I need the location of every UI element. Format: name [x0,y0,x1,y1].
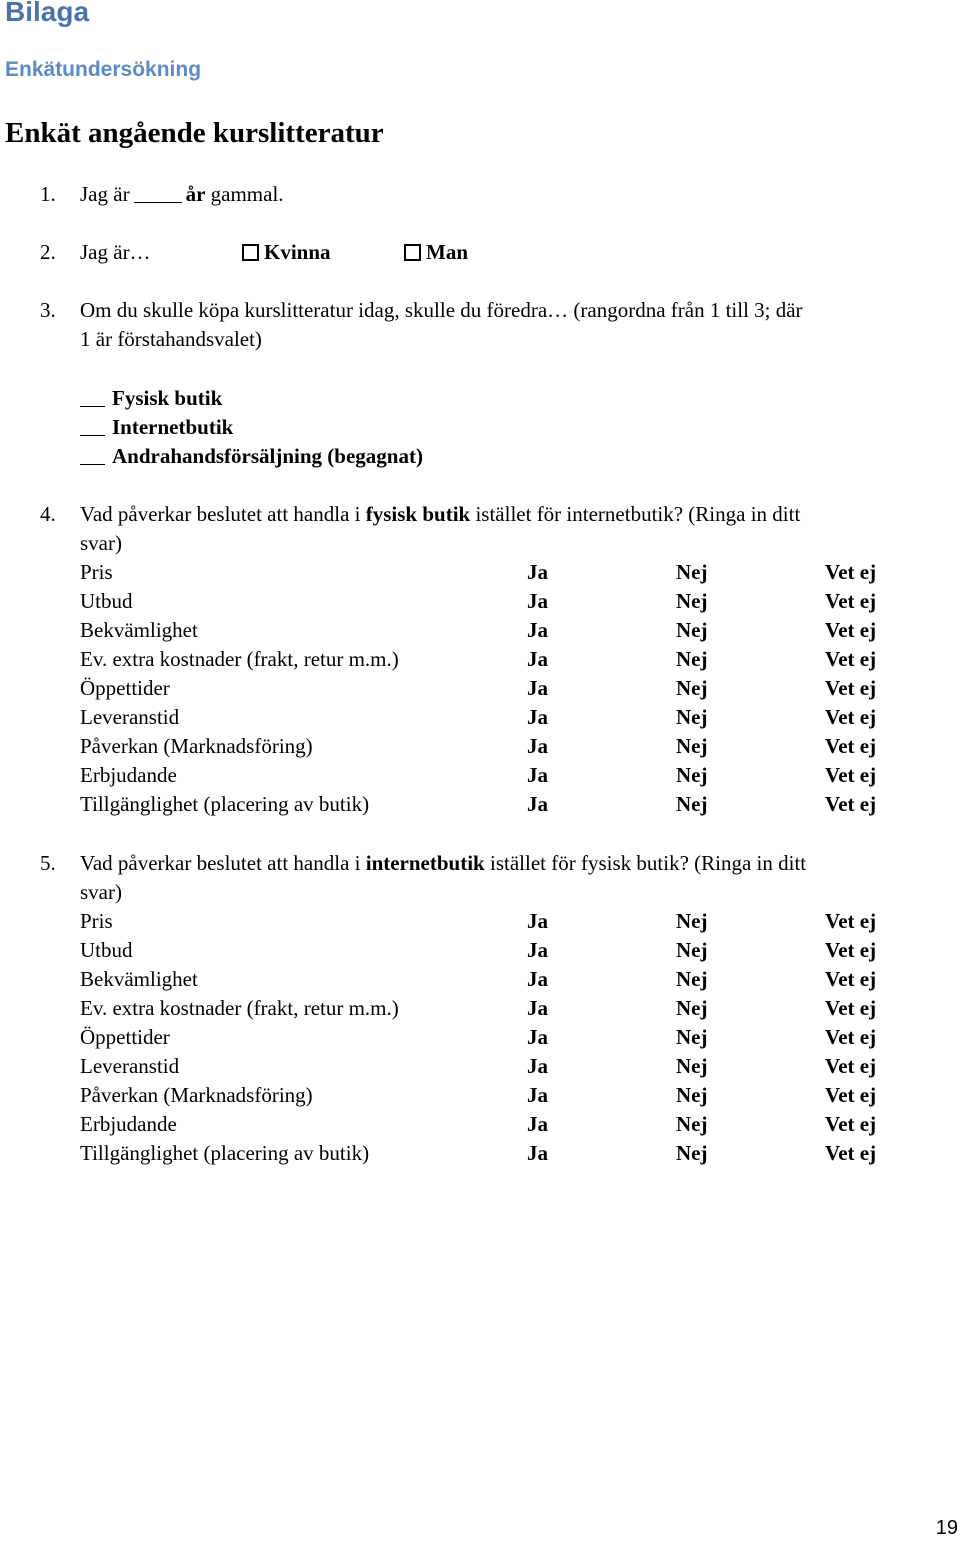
option-vet-ej[interactable]: Vet ej [825,909,877,933]
question-4-number: 4. [40,502,56,526]
option-vet-ej[interactable]: Vet ej [825,1083,877,1107]
question-1-unit: år [185,182,206,206]
gender-option-male[interactable] [404,238,468,267]
option-ja[interactable]: Ja [527,618,548,642]
option-vet-ej[interactable]: Vet ej [825,1025,877,1049]
option-vet-ej[interactable]: Vet ej [825,996,877,1020]
option-ja[interactable]: Ja [527,1025,548,1049]
option-vet-ej[interactable]: Vet ej [825,647,877,671]
rank-item-label: Fysisk butik [112,386,223,410]
option-ja[interactable]: Ja [527,967,548,991]
factor-label: Påverkan (Marknadsföring) [80,734,313,758]
option-ja[interactable]: Ja [527,676,548,700]
question-4-pre: Vad påverkar beslutet att handla i [80,502,361,526]
option-ja[interactable]: Ja [527,909,548,933]
factor-label: Utbud [80,589,133,613]
option-nej[interactable]: Nej [676,589,708,613]
option-ja[interactable]: Ja [527,763,548,787]
question-2-number: 2. [40,240,56,264]
question-1-post: gammal. [210,182,284,206]
option-nej[interactable]: Nej [676,967,708,991]
question-5-line-2: svar) [80,880,122,904]
question-4-emphasis: fysisk butik [365,502,471,526]
survey-title: Enkät angående kurslitteratur [5,117,384,149]
option-vet-ej[interactable]: Vet ej [825,705,877,729]
age-blank[interactable] [134,183,182,203]
option-vet-ej[interactable]: Vet ej [825,1112,877,1136]
option-vet-ej[interactable]: Vet ej [825,676,877,700]
option-ja[interactable]: Ja [527,1112,548,1136]
option-nej[interactable]: Nej [676,676,708,700]
option-vet-ej[interactable]: Vet ej [825,589,877,613]
option-nej[interactable]: Nej [676,1054,708,1078]
question-3-line-2: 1 är förstahandsvalet) [80,327,262,351]
option-nej[interactable]: Nej [676,996,708,1020]
question-1-number: 1. [40,182,56,206]
question-5-factor-row [80,1139,960,1168]
factor-label: Leveranstid [80,1054,180,1078]
factor-label: Tillgänglighet (placering av butik) [80,792,370,816]
option-vet-ej[interactable]: Vet ej [825,763,877,787]
question-4-factor-row [80,703,960,732]
question-5-factor-row [80,1023,960,1052]
option-nej[interactable]: Nej [676,1025,708,1049]
factor-label: Tillgänglighet (placering av butik) [80,1141,370,1165]
question-3-line-1: Om du skulle köpa kurslitteratur idag, skulle du föredra… (rangordna från 1 till 3; där [80,298,803,322]
section-heading: Enkätundersökning [5,58,202,81]
rank-blank[interactable] [80,416,105,436]
factor-label: Påverkan (Marknadsföring) [80,1083,313,1107]
option-ja[interactable]: Ja [527,1083,548,1107]
option-ja[interactable]: Ja [527,705,548,729]
question-5-post: istället för fysisk butik? (Ringa in ditt [490,851,807,875]
rank-item[interactable] [80,384,222,413]
checkbox-icon[interactable] [242,244,259,261]
option-nej[interactable]: Nej [676,763,708,787]
option-ja[interactable]: Ja [527,647,548,671]
question-5-emphasis: internetbutik [365,851,485,875]
option-vet-ej[interactable]: Vet ej [825,618,877,642]
factor-label: Erbjudande [80,1112,177,1136]
option-ja[interactable]: Ja [527,938,548,962]
option-nej[interactable]: Nej [676,560,708,584]
factor-label: Erbjudande [80,763,177,787]
question-3-number: 3. [40,298,56,322]
option-ja[interactable]: Ja [527,792,548,816]
option-nej[interactable]: Nej [676,618,708,642]
question-4-factor-row [80,616,960,645]
question-4-factor-row [80,732,960,761]
option-nej[interactable]: Nej [676,734,708,758]
factor-label: Pris [80,560,113,584]
question-4-line-1 [80,500,800,529]
question-4-factor-row [80,790,960,819]
appendix-heading: Bilaga [5,0,90,27]
factor-label: Ev. extra kostnader (frakt, retur m.m.) [80,647,399,671]
factor-label: Öppettider [80,1025,170,1049]
rank-item[interactable] [80,442,423,471]
option-vet-ej[interactable]: Vet ej [825,967,877,991]
option-ja[interactable]: Ja [527,560,548,584]
option-vet-ej[interactable]: Vet ej [825,792,877,816]
question-1 [80,180,284,209]
question-4-post: istället för internetbutik? (Ringa in ditt [475,502,801,526]
rank-blank[interactable] [80,387,105,407]
question-5-factor-row [80,1110,960,1139]
factor-label: Bekvämlighet [80,967,198,991]
option-nej[interactable]: Nej [676,705,708,729]
factor-label: Utbud [80,938,133,962]
rank-item-label: Andrahandsförsäljning (begagnat) [112,444,423,468]
checkbox-icon[interactable] [404,244,421,261]
question-5-factor-row [80,965,960,994]
question-5-factor-row [80,1052,960,1081]
option-nej[interactable]: Nej [676,1112,708,1136]
option-vet-ej[interactable]: Vet ej [825,1141,877,1165]
question-4-factor-row [80,645,960,674]
factor-label: Öppettider [80,676,170,700]
option-vet-ej[interactable]: Vet ej [825,938,877,962]
question-1-pre: Jag är [80,182,130,206]
option-vet-ej[interactable]: Vet ej [825,560,877,584]
question-4-factor-row [80,761,960,790]
factor-label: Bekvämlighet [80,618,198,642]
question-4-factor-row [80,674,960,703]
option-ja[interactable]: Ja [527,734,548,758]
question-4-factor-row [80,587,960,616]
option-ja[interactable]: Ja [527,589,548,613]
gender-option-male-label: Man [426,240,468,264]
option-vet-ej[interactable]: Vet ej [825,1054,877,1078]
question-5-number: 5. [40,851,56,875]
option-nej[interactable]: Nej [676,938,708,962]
option-nej[interactable]: Nej [676,909,708,933]
gender-option-female-label: Kvinna [264,240,331,264]
question-5-pre: Vad påverkar beslutet att handla i [80,851,361,875]
page-number: 19 [935,1517,958,1539]
question-4-factor-row [80,558,960,587]
option-nej[interactable]: Nej [676,647,708,671]
factor-label: Ev. extra kostnader (frakt, retur m.m.) [80,996,399,1020]
question-5-factor-row [80,936,960,965]
option-nej[interactable]: Nej [676,1141,708,1165]
option-ja[interactable]: Ja [527,1054,548,1078]
question-5-line-1 [80,849,806,878]
option-ja[interactable]: Ja [527,996,548,1020]
question-5-factor-row [80,907,960,936]
rank-item-label: Internetbutik [112,415,234,439]
option-ja[interactable]: Ja [527,1141,548,1165]
option-nej[interactable]: Nej [676,1083,708,1107]
rank-blank[interactable] [80,445,105,465]
question-2-text: Jag är… [80,240,151,264]
rank-item[interactable] [80,413,233,442]
question-5-factor-row [80,994,960,1023]
option-vet-ej[interactable]: Vet ej [825,734,877,758]
factor-label: Leveranstid [80,705,180,729]
option-nej[interactable]: Nej [676,792,708,816]
question-4-line-2: svar) [80,531,122,555]
gender-option-female[interactable] [242,238,331,267]
question-5-factor-row [80,1081,960,1110]
factor-label: Pris [80,909,113,933]
